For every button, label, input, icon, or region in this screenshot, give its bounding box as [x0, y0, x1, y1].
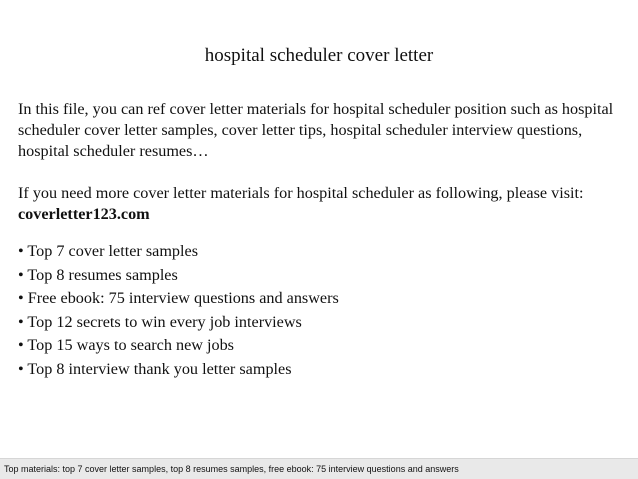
- list-item: • Top 12 secrets to win every job interviews: [18, 312, 302, 331]
- list-item: • Top 7 cover letter samples: [18, 242, 198, 260]
- list-item: • Top 8 resumes samples: [18, 265, 178, 284]
- list-item: • Top 8 interview thank you letter samples: [18, 359, 292, 378]
- list-item: • Free ebook: 75 interview questions and answers: [18, 289, 339, 308]
- footer-bar: [0, 458, 638, 479]
- page-title: hospital scheduler cover letter: [204, 45, 434, 66]
- website-link[interactable]: coverletter123.com: [18, 205, 150, 223]
- footer-text: Top materials: top 7 cover letter samples, top 8 resumes samples, free ebook: 75 interview questions and answers: [4, 464, 459, 474]
- list-item: • Top 15 ways to search new jobs: [18, 336, 234, 355]
- more-materials-paragraph: [18, 183, 628, 225]
- more-materials-text: If you need more cover letter materials for hospital scheduler as following, please visit:: [18, 184, 584, 202]
- materials-list: [18, 240, 628, 382]
- intro-paragraph: In this file, you can ref cover letter materials for hospital scheduler position such as hospital scheduler cover letter samples, cover letter tips, hospital scheduler interview questions, hospital scheduler resumes…: [18, 100, 614, 160]
